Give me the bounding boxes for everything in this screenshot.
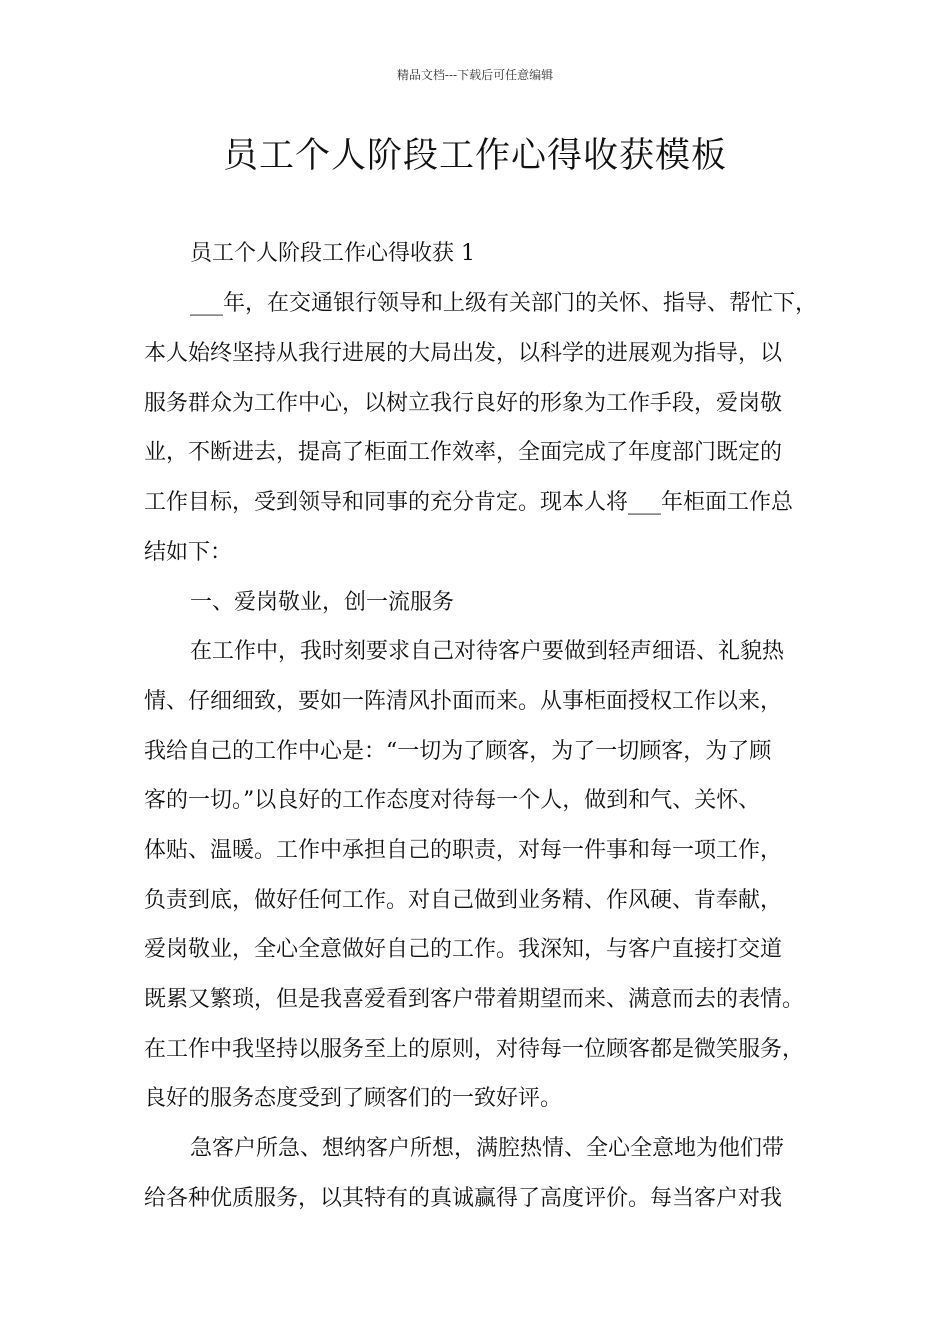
- paragraph-line: 急客户所急、想纳客户所想，满腔热情、全心全意地为他们带: [190, 1136, 785, 1161]
- paragraph-line: 在工作中，我时刻要求自己对待客户要做到轻声细语、礼貌热: [190, 639, 785, 664]
- document-title: 员工个人阶段工作心得收获模板: [222, 136, 727, 176]
- paragraph-line: 情、仔细细致，要如一阵清风扑面而来。从事柜面授权工作以来，: [144, 689, 783, 714]
- paragraph-line: 给各种优质服务，以其特有的真诚赢得了高度评价。每当客户对我: [144, 1186, 783, 1211]
- paragraph-line: 服务群众为工作中心，以树立我行良好的形象为工作手段，爱岗敬: [144, 391, 783, 416]
- paragraph-line: 结如下：: [144, 540, 233, 565]
- paragraph-line: 良好的服务态度受到了顾客们的一致好评。: [144, 1086, 563, 1111]
- paragraph-line: 负责到底，做好任何工作。对自己做到业务精、作风硬、肯奉献，: [144, 888, 783, 913]
- paragraph-line: 客的一切。”以良好的工作态度对待每一个人，做到和气、关怀、: [144, 788, 761, 813]
- paragraph-line: ___年，在交通银行领导和上级有关部门的关怀、指导、帮忙下，: [190, 291, 818, 316]
- paragraph-line: 既累又繁琐，但是我喜爱看到客户带着期望而来、满意而去的表情。: [144, 987, 805, 1012]
- paragraph-line: 体贴、温暖。工作中承担自己的职责，对每一件事和每一项工作，: [144, 838, 783, 863]
- paragraph-line: 在工作中我坚持以服务至上的原则，对待每一位顾客都是微笑服务，: [144, 1037, 805, 1062]
- paragraph-line: 业，不断进去，提高了柜面工作效率，全面完成了年度部门既定的: [144, 440, 783, 465]
- header-note: 精品文档---下载后可任意编辑: [396, 68, 554, 82]
- subsection-heading: 一、爱岗敬业，创一流服务: [190, 590, 455, 615]
- paragraph-line: 爱岗敬业，全心全意做好自己的工作。我深知，与客户直接打交道: [144, 937, 783, 962]
- paragraph-line: 本人始终坚持从我行进展的大局出发，以科学的进展观为指导，以: [144, 341, 783, 366]
- paragraph-line: 我给自己的工作中心是：“一切为了顾客，为了一切顾客，为了顾: [144, 739, 772, 764]
- section-title: 员工个人阶段工作心得收获 1: [190, 241, 475, 266]
- paragraph-line: 工作目标，受到领导和同事的充分肯定。现本人将___年柜面工作总: [144, 490, 794, 515]
